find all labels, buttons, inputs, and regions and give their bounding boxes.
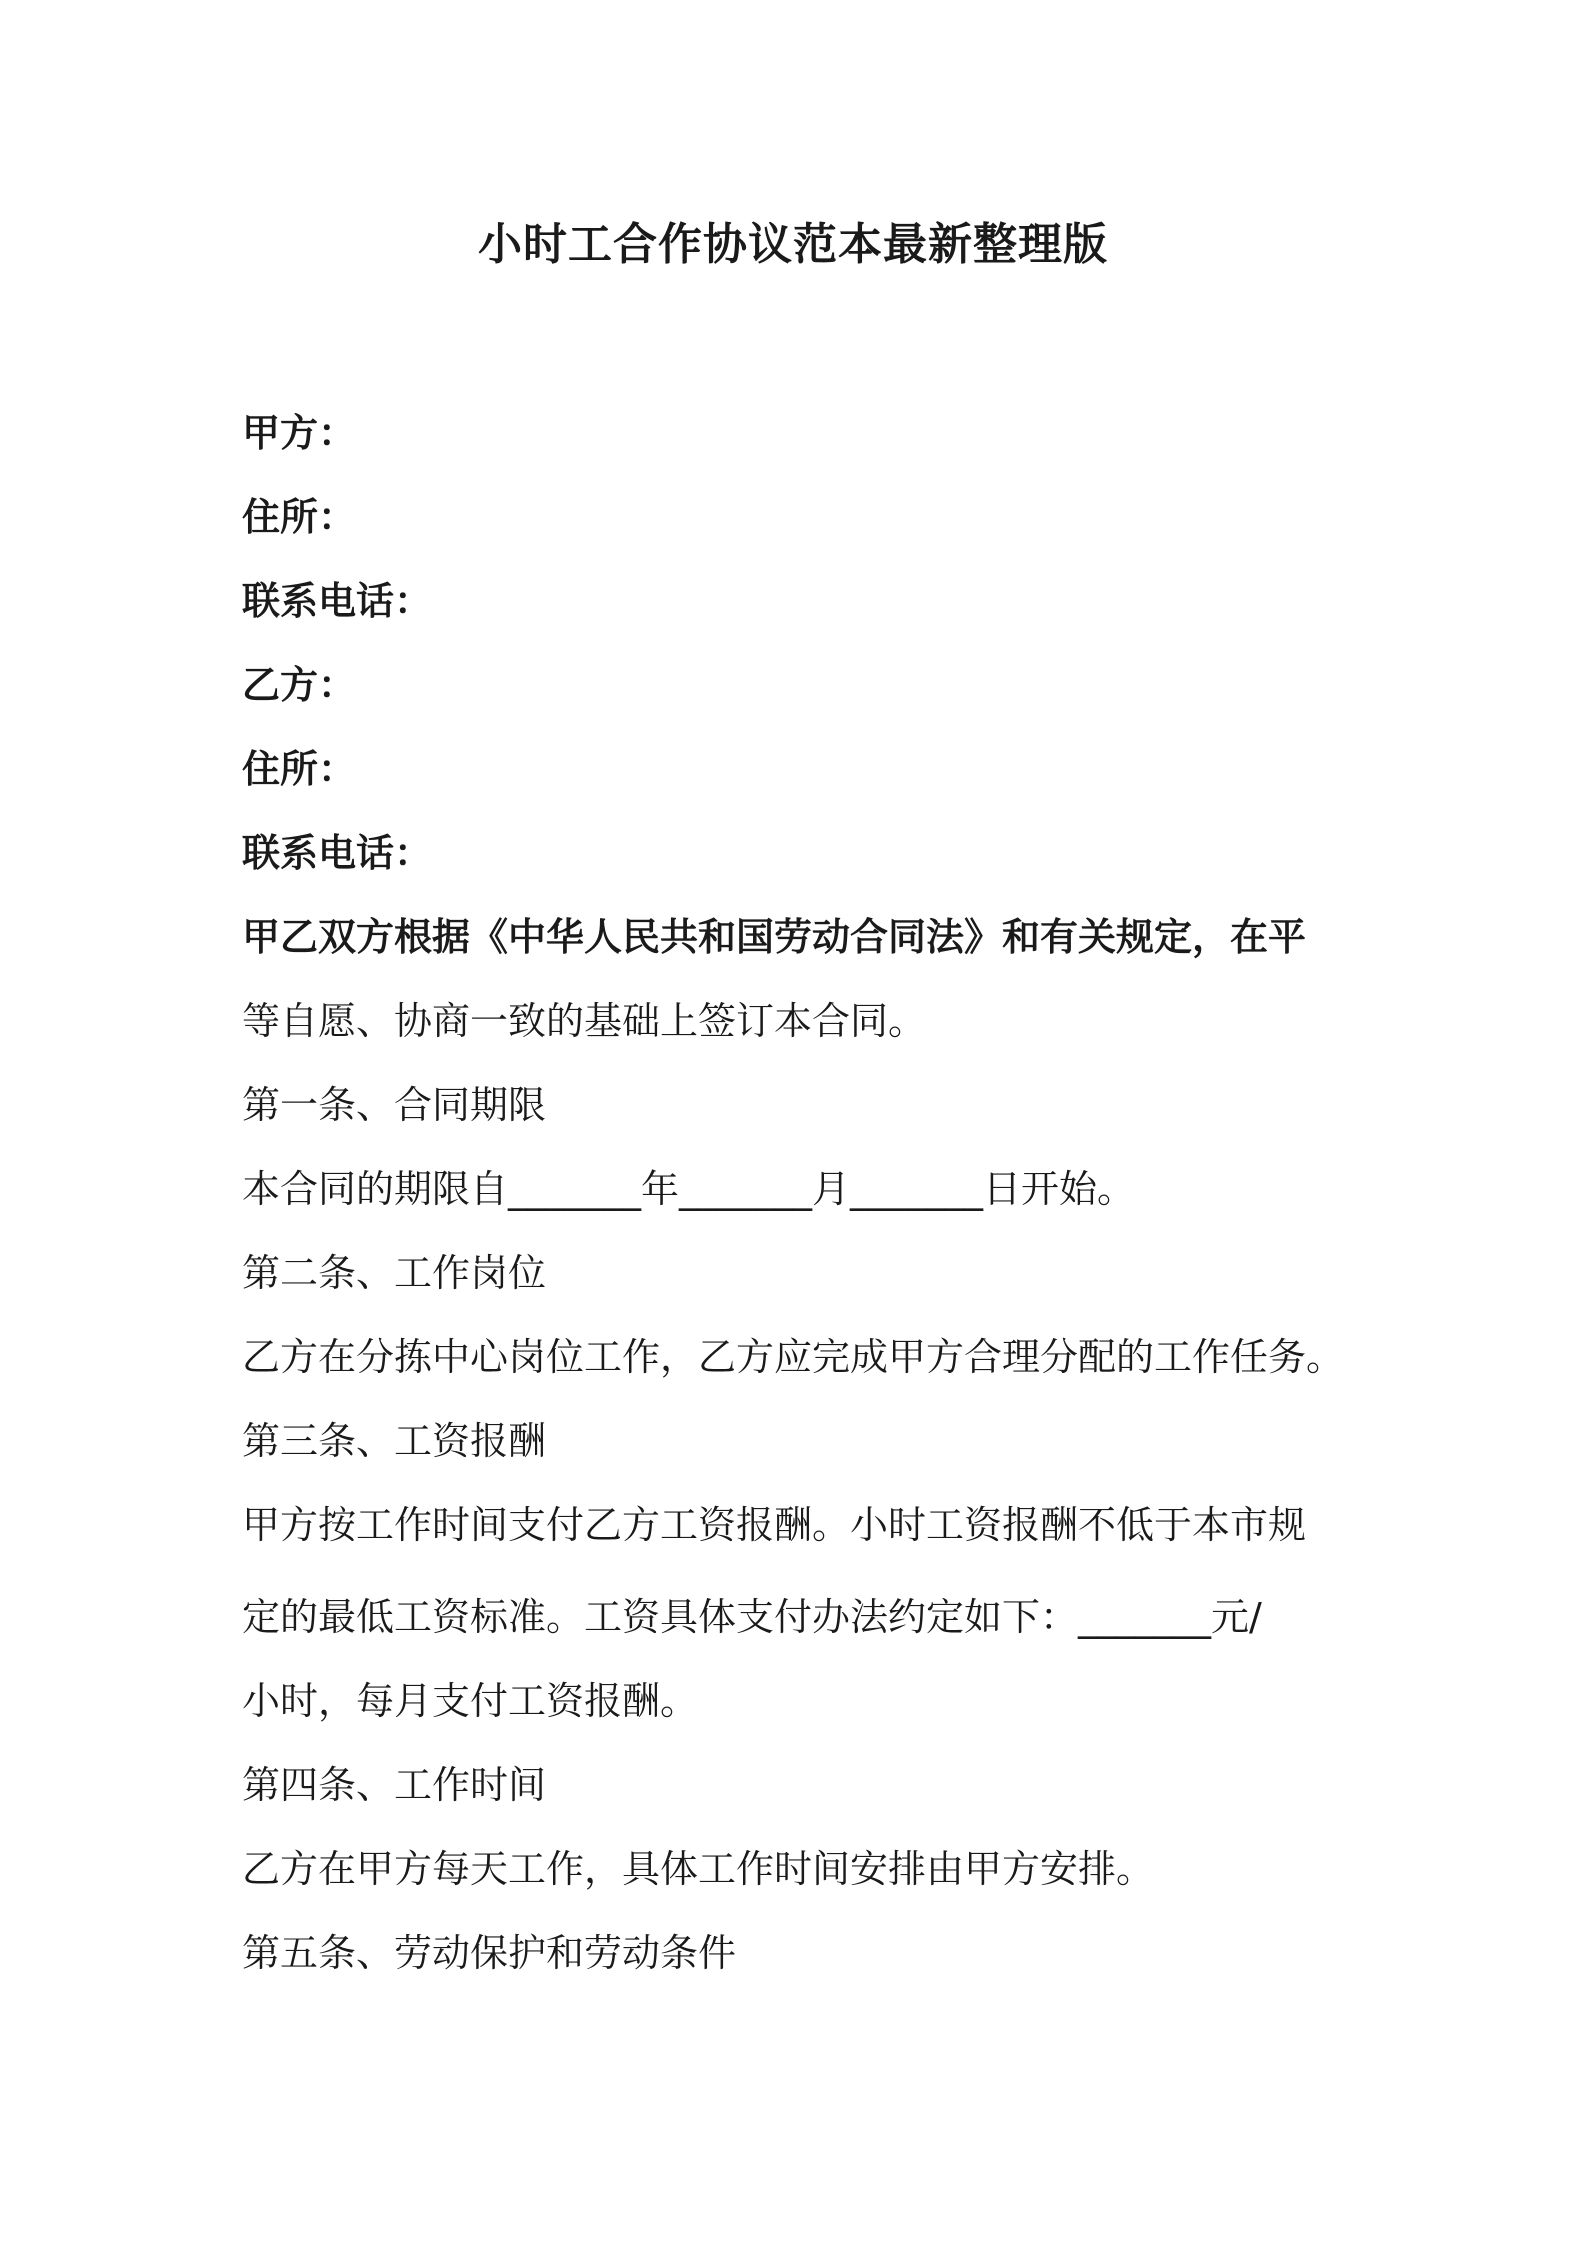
party-a-label: 甲方： [242, 411, 357, 455]
article-3-heading: 第三条、工资报酬 [242, 1419, 547, 1463]
article-2-text: 乙方在分拣中心岗位工作，乙方应完成甲方合理分配的工作任务。 [242, 1335, 1345, 1379]
party-a-phone-label: 联系电话： [242, 579, 433, 623]
document-title: 小时工合作协议范本最新整理版 [478, 219, 1108, 270]
preamble-line-2: 等自愿、协商一致的基础上签订本合同。 [242, 999, 927, 1043]
article-3-text-line-1: 甲方按工作时间支付乙方工资报酬。小时工资报酬不低于本市规 [242, 1503, 1307, 1547]
article-2-heading: 第二条、工作岗位 [242, 1251, 547, 1295]
preamble-line-1: 甲乙双方根据《中华人民共和国劳动合同法》和有关规定，在平 [242, 915, 1307, 959]
party-b-phone-label: 联系电话： [242, 831, 433, 875]
article-4-heading: 第四条、工作时间 [242, 1763, 547, 1807]
article-1-heading: 第一条、合同期限 [242, 1083, 547, 1127]
party-b-label: 乙方： [242, 663, 357, 707]
article-3-text-line-3: 小时，每月支付工资报酬。 [242, 1679, 699, 1723]
party-b-address-label: 住所： [242, 747, 357, 791]
party-a-address-label: 住所： [242, 495, 357, 539]
article-5-heading: 第五条、劳动保护和劳动条件 [242, 1931, 737, 1975]
article-1-text: 本合同的期限自_______年_______月_______日开始。 [242, 1167, 1136, 1211]
article-3-text-line-2: 定的最低工资标准。工资具体支付办法约定如下：_______元/ [242, 1595, 1262, 1639]
article-4-text: 乙方在甲方每天工作，具体工作时间安排由甲方安排。 [242, 1847, 1155, 1891]
